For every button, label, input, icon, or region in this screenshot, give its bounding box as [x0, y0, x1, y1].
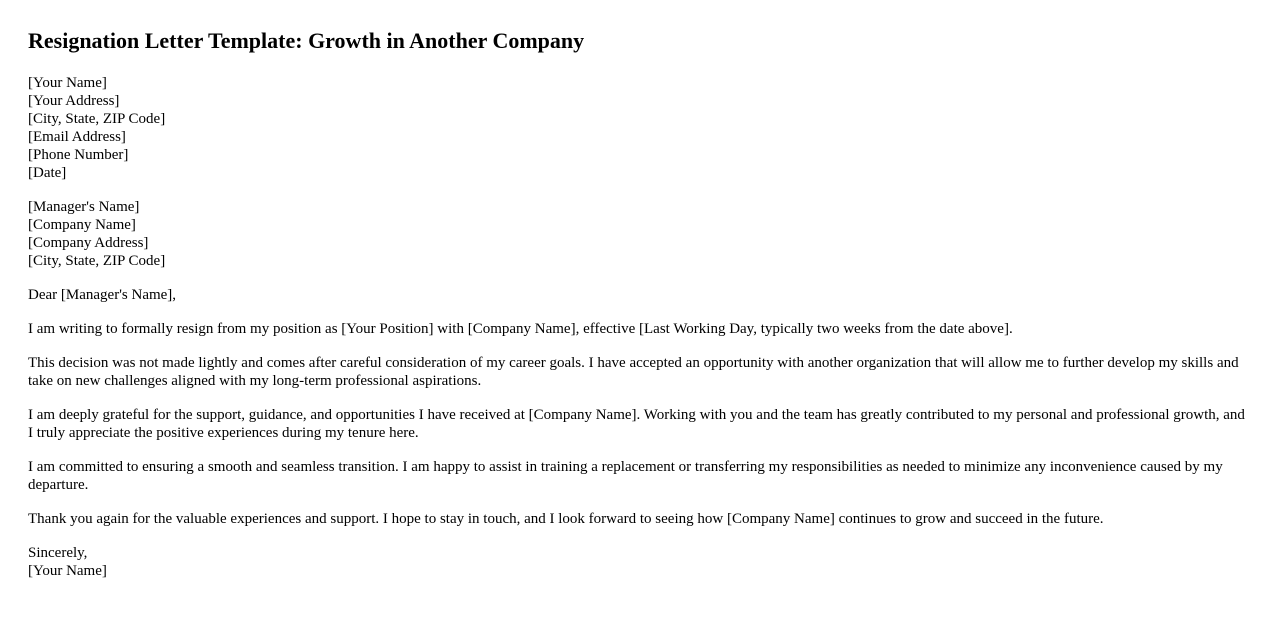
page-title: Resignation Letter Template: Growth in Another Company — [28, 28, 585, 53]
recipient-city-state-zip: [City, State, ZIP Code] — [28, 253, 166, 269]
paragraph-transition: I am committed to ensuring a smooth and seamless transition. I am happy to assist in training a replacement or transferring my responsibilities as needed to minimize any inconvenience caused by my departure. — [28, 459, 1223, 493]
closing: Sincerely, — [28, 545, 88, 561]
sender-city-state-zip: [City, State, ZIP Code] — [28, 111, 166, 127]
paragraph-resignation-notice: I am writing to formally resign from my position as [Your Position] with [Company Name], effective [Last Working Day, typically two weeks from the date above]. — [28, 321, 1013, 337]
sender-address-block — [28, 74, 1250, 182]
letter-date: [Date] — [28, 165, 67, 181]
sender-phone: [Phone Number] — [28, 147, 129, 163]
sender-address: [Your Address] — [28, 93, 120, 109]
signature-name: [Your Name] — [28, 563, 107, 579]
sender-email: [Email Address] — [28, 129, 126, 145]
recipient-manager-name: [Manager's Name] — [28, 199, 140, 215]
recipient-address-block — [28, 198, 1250, 270]
paragraph-reason: This decision was not made lightly and comes after careful consideration of my career goals. I have accepted an opportunity with another organization that will allow me to further develop my skills and take on new challenges aligned with my long-term professional aspirations. — [28, 355, 1239, 389]
signature-block — [28, 544, 1250, 580]
paragraph-gratitude: I am deeply grateful for the support, guidance, and opportunities I have received at [Company Name]. Working with you and the team has greatly contributed to my personal and professional growth, and I truly appreciate the positive experiences during my tenure here. — [28, 407, 1245, 441]
salutation: Dear [Manager's Name], — [28, 287, 177, 303]
sender-name: [Your Name] — [28, 75, 107, 91]
letter-document — [0, 28, 1278, 580]
recipient-company-address: [Company Address] — [28, 235, 149, 251]
paragraph-closing-thanks: Thank you again for the valuable experiences and support. I hope to stay in touch, and I look forward to seeing how [Company Name] continues to grow and succeed in the future. — [28, 511, 1104, 527]
recipient-company-name: [Company Name] — [28, 217, 136, 233]
